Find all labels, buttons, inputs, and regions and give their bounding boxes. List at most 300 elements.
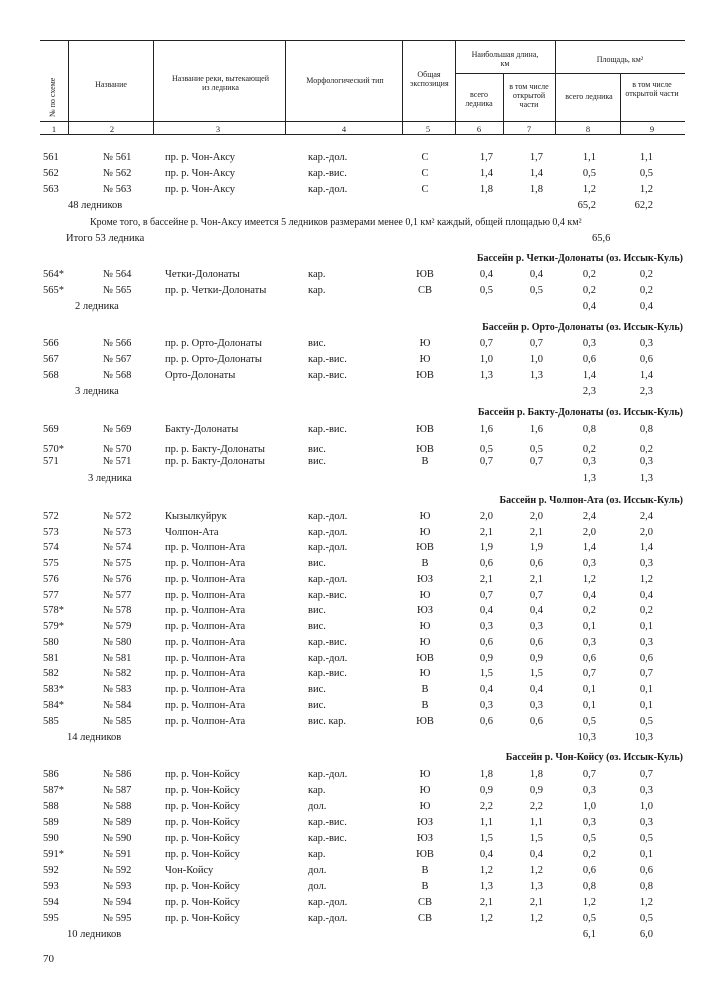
morph-type: кар. [308,269,326,280]
length-open: 0,5 [529,444,543,455]
area-open: 0,2 [639,285,653,296]
table-row [0,337,725,353]
area-total: 1,4 [582,370,596,381]
glacier-number: № 589 [103,817,132,828]
area-open: 1,2 [639,184,653,195]
length-open: 1,3 [529,881,543,892]
area-open: 0,7 [639,769,653,780]
area-open: 0,8 [639,881,653,892]
glacier-number: № 587 [103,785,132,796]
length-total: 1,6 [479,424,493,435]
table-row [0,589,725,605]
length-open: 1,5 [529,833,543,844]
table-row [0,864,725,880]
morph-type: кар.-дол. [308,653,348,664]
exposure: ЮВ [416,849,434,860]
table-row [0,699,725,715]
total-open-area: 62,2 [634,200,653,211]
column-number: 4 [341,124,347,134]
table-row [0,510,725,526]
morph-type: кар.-дол. [308,184,348,195]
col-divider [153,40,154,134]
section-total [0,199,725,215]
scheme-number: 590 [43,833,59,844]
length-total: 0,5 [479,444,493,455]
scheme-number: 593 [43,881,59,892]
total-open-area: 0,4 [639,301,653,312]
length-total: 2,2 [479,801,493,812]
table-row [0,620,725,636]
river-name: пр. р. Чон-Койсу [165,913,240,924]
length-open: 1,8 [529,769,543,780]
column-number: 1 [51,124,57,134]
area-open: 0,1 [639,849,653,860]
glacier-number: № 591 [103,849,132,860]
column-number: 3 [215,124,221,134]
exposure: В [421,558,429,569]
glacier-number: № 574 [103,542,132,553]
exposure: В [421,881,429,892]
area-total: 0,3 [582,456,596,467]
length-total: 1,2 [479,913,493,924]
area-total: 0,6 [582,653,596,664]
river-name: пр. р. Четки-Долонаты [165,285,267,296]
length-open: 1,2 [529,913,543,924]
river-name: пр. р. Чолпон-Ата [165,653,246,664]
table-row [0,423,725,439]
header-name: Название [95,80,127,89]
area-total: 0,8 [582,881,596,892]
river-name: пр. р. Чолпон-Ата [165,637,246,648]
length-total: 0,4 [479,849,493,860]
glacier-number: № 580 [103,637,132,648]
total-label: 3 ледника [88,473,132,484]
basin-heading: Бассейн р. Чолпон-Ата (оз. Иссык-Куль) [499,495,683,506]
area-total: 0,5 [582,716,596,727]
scheme-number: 563 [43,184,59,195]
area-total: 1,2 [582,897,596,908]
morph-type: кар.-вис. [308,637,347,648]
river-name: Кызылкуйрук [165,511,227,522]
total-open-area: 6,0 [639,929,653,940]
table-row [0,784,725,800]
area-total: 1,2 [582,184,596,195]
length-open: 0,6 [529,716,543,727]
area-open: 0,5 [639,913,653,924]
scheme-number: 582 [43,668,59,679]
area-total: 0,2 [582,605,596,616]
total-label: 14 ледников [67,732,122,743]
exposure: Ю [419,590,431,601]
header-scheme-number: № по схеме [48,77,57,117]
table-row [0,652,725,668]
river-name: Чолпон-Ата [165,527,219,538]
morph-type: вис. кар. [308,716,346,727]
exposure: ЮВ [416,370,434,381]
morph-type: вис. [308,621,326,632]
exposure: ЮВ [416,716,434,727]
area-total: 1,2 [582,574,596,585]
river-name: пр. р. Чон-Койсу [165,849,240,860]
river-name: пр. р. Чолпон-Ата [165,590,246,601]
scheme-number: 580 [43,637,59,648]
exposure: Ю [419,621,431,632]
scheme-number: 567 [43,354,59,365]
glacier-number: № 579 [103,621,132,632]
glacier-number: № 586 [103,769,132,780]
area-total: 0,8 [582,424,596,435]
length-open: 2,1 [529,574,543,585]
length-total: 0,3 [479,621,493,632]
length-open: 1,7 [529,152,543,163]
area-total: 2,0 [582,527,596,538]
scheme-number: 570* [43,444,64,455]
length-open: 1,0 [529,354,543,365]
total-area: 0,4 [582,301,596,312]
header-bottom-rule [40,134,685,135]
length-total: 0,3 [479,700,493,711]
basin-heading: Бассейн р. Чон-Койсу (оз. Иссык-Куль) [505,752,683,763]
scheme-number: 572 [43,511,59,522]
area-open: 0,6 [639,865,653,876]
length-open: 2,0 [529,511,543,522]
glacier-number: № 565 [103,285,132,296]
area-open: 0,3 [639,338,653,349]
length-open: 0,4 [529,605,543,616]
glacier-number: № 576 [103,574,132,585]
table-row [0,573,725,589]
header-exposure: Общая экспозиция [410,70,449,88]
river-name: пр. р. Чон-Койсу [165,801,240,812]
area-total: 0,7 [582,668,596,679]
exposure: Ю [419,801,431,812]
area-open: 1,2 [639,897,653,908]
exposure: ЮВ [416,653,434,664]
section-total [0,385,725,401]
morph-type: кар.-дол. [308,913,348,924]
river-name: пр. р. Чолпон-Ата [165,542,246,553]
river-name: пр. р. Чон-Койсу [165,817,240,828]
glacier-number: № 593 [103,881,132,892]
length-open: 0,5 [529,285,543,296]
table-row [0,880,725,896]
total-open-area: 1,3 [639,473,653,484]
area-open: 0,8 [639,424,653,435]
area-open: 0,1 [639,684,653,695]
exposure: Ю [419,354,431,365]
morph-type: кар.-дол. [308,574,348,585]
length-total: 1,8 [479,769,493,780]
morph-type: вис. [308,558,326,569]
glacier-number: № 566 [103,338,132,349]
area-open: 0,5 [639,833,653,844]
area-total: 0,7 [582,769,596,780]
length-total: 1,5 [479,668,493,679]
river-name: Орто-Долонаты [165,370,236,381]
river-name: Чон-Койсу [165,865,214,876]
scheme-number: 585 [43,716,59,727]
total-open-area: 2,3 [639,386,653,397]
scheme-number: 566 [43,338,59,349]
table-row [0,557,725,573]
area-open: 1,4 [639,542,653,553]
exposure: В [421,865,429,876]
total-label: 2 ледника [75,301,119,312]
river-name: пр. р. Орто-Долонаты [165,354,262,365]
basin-heading: Бассейн р. Орто-Долонаты (оз. Иссык-Куль) [482,322,683,333]
river-name: пр. р. Чон-Койсу [165,897,240,908]
area-open: 0,6 [639,653,653,664]
table-row [0,455,725,471]
length-total: 1,7 [479,152,493,163]
header-river-name: Название реки, вытекающей из ледника [171,74,270,92]
area-total: 0,5 [582,833,596,844]
total-open-area: 10,3 [634,732,653,743]
morph-type: кар.-вис. [308,168,347,179]
section-total [0,472,725,488]
table-row [0,526,725,542]
exposure: ЮВ [416,444,434,455]
col-divider [402,40,403,134]
table-row [0,715,725,731]
exposure: Ю [419,668,431,679]
area-total: 0,3 [582,785,596,796]
length-total: 0,4 [479,269,493,280]
scheme-number: 569 [43,424,59,435]
area-total: 0,5 [582,168,596,179]
river-name: пр. р. Чон-Койсу [165,881,240,892]
area-total: 0,1 [582,684,596,695]
morph-type: кар.-дол. [308,511,348,522]
length-open: 0,6 [529,558,543,569]
length-total: 0,7 [479,456,493,467]
scheme-number: 594 [43,897,59,908]
total-area: 2,3 [582,386,596,397]
glacier-number: № 567 [103,354,132,365]
morph-type: дол. [308,865,327,876]
area-open: 1,1 [639,152,653,163]
scheme-number: 571 [43,456,59,467]
area-total: 0,3 [582,338,596,349]
length-total: 0,7 [479,338,493,349]
total-label: 48 ледников [68,200,123,211]
length-group-rule [455,73,685,74]
column-number: 9 [649,124,655,134]
table-row [0,800,725,816]
glacier-number: № 590 [103,833,132,844]
length-total: 0,6 [479,558,493,569]
morph-type: кар.-вис. [308,668,347,679]
length-total: 0,9 [479,653,493,664]
total-area: 6,1 [582,929,596,940]
area-total: 0,2 [582,285,596,296]
table-row [0,353,725,369]
col-divider [455,40,456,134]
area-open: 2,4 [639,511,653,522]
morph-type: кар.-вис. [308,370,347,381]
glacier-number: № 588 [103,801,132,812]
length-open: 0,7 [529,338,543,349]
exposure: СВ [417,897,432,908]
page-number: 70 [43,953,54,965]
morph-type: кар. [308,849,326,860]
morph-type: кар.-дол. [308,769,348,780]
scheme-number: 562 [43,168,59,179]
scheme-number: 586 [43,769,59,780]
section-total [0,731,725,747]
river-name: Четки-Долонаты [165,269,240,280]
table-row [0,268,725,284]
exposure: СВ [417,285,432,296]
exposure: СВ [417,913,432,924]
river-name: пр. р. Бакту-Долонаты [165,444,265,455]
morph-type: вис. [308,338,326,349]
area-open: 0,5 [639,168,653,179]
morph-type: кар.-вис. [308,817,347,828]
header-mid-rule [40,121,685,122]
grand-total-label: Итого 53 ледника [66,233,145,244]
area-open: 0,2 [639,269,653,280]
area-open: 0,4 [639,590,653,601]
river-name: пр. р. Чон-Аксу [165,184,236,195]
exposure: В [421,456,429,467]
morph-type: вис. [308,684,326,695]
scheme-number: 591* [43,849,64,860]
river-name: пр. р. Чолпон-Ата [165,558,246,569]
glacier-number: № 581 [103,653,132,664]
col-divider [503,73,504,134]
length-open: 2,2 [529,801,543,812]
length-total: 2,1 [479,574,493,585]
length-open: 0,3 [529,700,543,711]
note-text: Кроме того, в бассейне р. Чон-Аксу имеется 5 ледников размерами менее 0,1 км² каждый, общей площадью 0,4 км² [90,217,582,228]
area-total: 0,1 [582,621,596,632]
river-name: пр. р. Чолпон-Ата [165,668,246,679]
length-total: 1,8 [479,184,493,195]
glacier-number: № 571 [103,456,132,467]
morph-type: кар.-дол. [308,542,348,553]
length-total: 2,1 [479,527,493,538]
area-total: 0,3 [582,558,596,569]
area-total: 1,1 [582,152,596,163]
area-open: 0,1 [639,621,653,632]
table-row [0,369,725,385]
length-total: 2,1 [479,897,493,908]
scheme-number: 577 [43,590,59,601]
length-total: 0,4 [479,605,493,616]
morph-type: кар.-вис. [308,833,347,844]
area-open: 0,1 [639,700,653,711]
exposure: Ю [419,785,431,796]
morph-type: вис. [308,456,326,467]
scheme-number: 578* [43,605,64,616]
column-number: 6 [476,124,482,134]
table-row [0,167,725,183]
glacier-number: № 573 [103,527,132,538]
length-open: 1,1 [529,817,543,828]
header-area-open: в том числе открытой части [625,80,679,98]
column-number: 5 [425,124,431,134]
table-row [0,848,725,864]
table-row [0,912,725,928]
morph-type: кар.-дол. [308,152,348,163]
river-name: пр. р. Чолпон-Ата [165,700,246,711]
river-name: пр. р. Чон-Аксу [165,168,236,179]
table-row [0,541,725,557]
scheme-number: 564* [43,269,64,280]
length-total: 0,6 [479,716,493,727]
exposure: Ю [419,527,431,538]
area-total: 2,4 [582,511,596,522]
length-total: 1,3 [479,881,493,892]
length-total: 1,4 [479,168,493,179]
glacier-number: № 583 [103,684,132,695]
exposure: Ю [419,511,431,522]
table-row [0,667,725,683]
exposure: ЮЗ [416,574,434,585]
glacier-number: № 585 [103,716,132,727]
table-row [0,183,725,199]
glacier-number: № 569 [103,424,132,435]
basin-heading: Бассейн р. Бакту-Долонаты (оз. Иссык-Куль) [477,407,683,418]
area-open: 2,0 [639,527,653,538]
length-total: 1,9 [479,542,493,553]
exposure: Ю [419,637,431,648]
exposure: В [421,700,429,711]
length-total: 2,0 [479,511,493,522]
area-open: 0,3 [639,456,653,467]
exposure: С [421,152,429,163]
area-total: 0,3 [582,817,596,828]
glacier-number: № 572 [103,511,132,522]
morph-type: вис. [308,700,326,711]
glacier-number: № 577 [103,590,132,601]
length-total: 1,0 [479,354,493,365]
morph-type: вис. [308,444,326,455]
section-total [0,928,725,944]
length-open: 0,9 [529,653,543,664]
length-open: 0,9 [529,785,543,796]
glacier-number: № 575 [103,558,132,569]
length-total: 0,4 [479,684,493,695]
header-top-rule [40,40,685,41]
exposure: ЮЗ [416,605,434,616]
total-area: 1,3 [582,473,596,484]
morph-type: дол. [308,881,327,892]
column-number: 2 [109,124,115,134]
total-label: 3 ледника [75,386,119,397]
area-open: 0,3 [639,785,653,796]
area-open: 0,6 [639,354,653,365]
table-row [0,816,725,832]
header-length-total: всего ледника [465,90,493,108]
scheme-number: 583* [43,684,64,695]
area-open: 1,2 [639,574,653,585]
river-name: пр. р. Чон-Аксу [165,152,236,163]
exposure: Ю [419,769,431,780]
total-label: 10 ледников [67,929,122,940]
glacier-number: № 568 [103,370,132,381]
length-open: 0,4 [529,684,543,695]
glacier-number: № 578 [103,605,132,616]
total-area: 65,2 [577,200,596,211]
grand-total-area: 65,6 [592,233,611,244]
length-total: 0,6 [479,637,493,648]
exposure: ЮВ [416,269,434,280]
morph-type: кар.-вис. [308,354,347,365]
glacier-number: № 570 [103,444,132,455]
glacier-number: № 563 [103,184,132,195]
